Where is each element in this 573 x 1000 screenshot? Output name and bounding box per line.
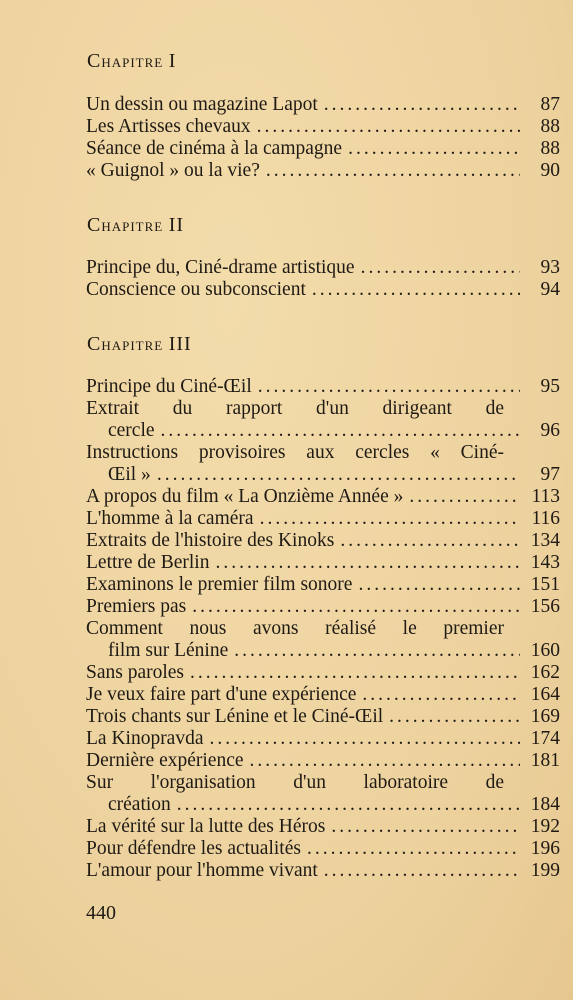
toc-entry-title: A propos du film « La Onzième Année » [86,486,404,507]
toc-entry-title-line: Comment nous avons réalisé le premier [86,618,504,639]
chapter-heading [87,50,176,73]
toc-entry [86,530,560,552]
toc-entry-title: La Kinopravda [86,728,204,749]
leader-dots [177,794,520,816]
chapter-heading [87,214,184,237]
leader-dots [331,816,520,838]
toc-entry-title: « Guignol » ou la vie? [86,160,260,181]
leader-dots [324,94,520,116]
toc-entry-page: 192 [530,816,560,837]
toc-entry-page: 160 [530,640,560,661]
toc-entry-title: Lettre de Berlin [86,552,210,573]
toc-entry-page: 134 [530,530,560,551]
toc-entry [86,706,560,728]
toc-list [86,94,560,182]
toc-entry-page: 97 [540,464,560,485]
toc-entry-title: Trois chants sur Lénine et le Ciné-Œil [86,706,384,727]
toc-entry [86,552,560,574]
toc-entry-page: 156 [530,596,560,617]
toc-entry [86,138,560,160]
toc-entry [86,376,560,398]
toc-entry [86,508,560,530]
toc-entry [86,420,560,442]
toc-entry-page: 181 [530,750,560,771]
chapter-heading-initial: C [87,214,102,236]
toc-entry-title: Sans paroles [86,662,185,683]
toc-entry-title: Conscience ou subconscient [86,279,306,300]
chapter-heading-initial: C [87,333,102,355]
toc-entry-page: 87 [540,94,560,115]
toc-entry-title: cercle [108,420,155,441]
toc-entry-page: 184 [530,794,560,815]
toc-entry-title-line: Sur l'organisation d'un laboratoire de [86,772,504,793]
chapter-numeral: II [168,214,185,236]
toc-entry-page: 94 [540,279,560,300]
chapter-heading-word: hapitre [101,51,164,71]
leader-dots [192,596,520,618]
leader-dots [266,160,520,182]
leader-dots [234,640,520,662]
toc-entry-title: Premiers pas [86,596,187,617]
toc-list [86,257,560,301]
leader-dots [362,684,520,706]
toc-entry-title: Extraits de l'histoire des Kinoks [86,530,335,551]
toc-entry-page: 164 [530,684,560,705]
chapter-heading-word: hapitre [101,334,164,354]
chapter-numeral: I [168,50,177,72]
toc-entry-page: 196 [530,838,560,859]
toc-entry-title: L'amour pour l'homme vivant [86,860,318,881]
toc-entry-page: 151 [530,574,560,595]
chapter-heading-initial: C [87,50,102,72]
leader-dots [348,138,520,160]
toc-entry [86,816,560,838]
toc-entry-title: Séance de cinéma à la campagne [86,138,343,159]
leader-dots [190,662,520,684]
toc-entry [86,464,560,486]
toc-entry-title: Dernière expérience [86,750,244,771]
toc-entry-page: 88 [540,116,560,137]
toc-entry [86,838,560,860]
toc-entry [86,94,560,116]
chapter-heading [87,333,192,356]
toc-entry [86,794,560,816]
toc-entry-title: La vérité sur la lutte des Héros [86,816,326,837]
toc-entry [86,257,560,279]
leader-dots [307,838,520,860]
chapter-heading-word: hapitre [101,215,164,235]
toc-entry [86,728,560,750]
leader-dots [257,116,520,138]
toc-entry [86,750,560,772]
toc-entry-page: 90 [540,160,560,181]
toc-entry-title: L'homme à la caméra [86,508,254,529]
toc-entry-page: 96 [540,420,560,441]
toc-entry-title: Je veux faire part d'une expérience [86,684,357,705]
toc-entry-title: Pour défendre les actualités [86,838,301,859]
leader-dots [358,574,520,596]
toc-entry-page: 143 [530,552,560,573]
toc-entry [86,486,560,508]
toc-entry-title: Les Artisses chevaux [86,116,251,137]
leader-dots [361,257,520,279]
toc-entry-page: 88 [540,138,560,159]
toc-entry-title: Œil » [108,464,151,485]
leader-dots [312,279,520,301]
toc-entry-page: 174 [530,728,560,749]
toc-entry-title-line: Instructions provisoires aux cercles « Ciné- [86,442,504,463]
toc-entry-title: Examinons le premier film sonore [86,574,353,595]
toc-entry-title-line: Extrait du rapport d'un dirigeant de [86,398,504,419]
leader-dots [157,464,520,486]
toc-entry [86,160,560,182]
chapter-numeral: III [168,333,192,355]
toc-entry [86,116,560,138]
leader-dots [389,706,520,728]
toc-entry-page: 113 [531,486,560,507]
page-number: 440 [86,902,116,924]
toc-entry-page: 93 [540,257,560,278]
leader-dots [324,860,520,882]
toc-entry-title: Principe du, Ciné-drame artistique [86,257,355,278]
toc-entry-title: Un dessin ou magazine Lapot [86,94,318,115]
toc-entry-title: film sur Lénine [108,640,229,661]
toc-entry [86,640,560,662]
leader-dots [215,552,520,574]
leader-dots [210,728,521,750]
leader-dots [409,486,520,508]
toc-entry-page: 162 [530,662,560,683]
leader-dots [340,530,520,552]
toc-entry-title: création [108,794,171,815]
leader-dots [258,376,520,398]
leader-dots [260,508,520,530]
toc-entry [86,279,560,301]
toc-entry-page: 116 [531,508,560,529]
toc-entry [86,596,560,618]
toc-entry-page: 95 [540,376,560,397]
toc-entry-page: 169 [530,706,560,727]
toc-entry-page: 199 [530,860,560,881]
toc-entry [86,684,560,706]
toc-entry-title: Principe du Ciné-Œil [86,376,252,397]
toc-entry [86,574,560,596]
leader-dots [250,750,520,772]
toc-entry [86,662,560,684]
toc-entry [86,860,560,882]
leader-dots [161,420,520,442]
toc-list [86,376,560,882]
